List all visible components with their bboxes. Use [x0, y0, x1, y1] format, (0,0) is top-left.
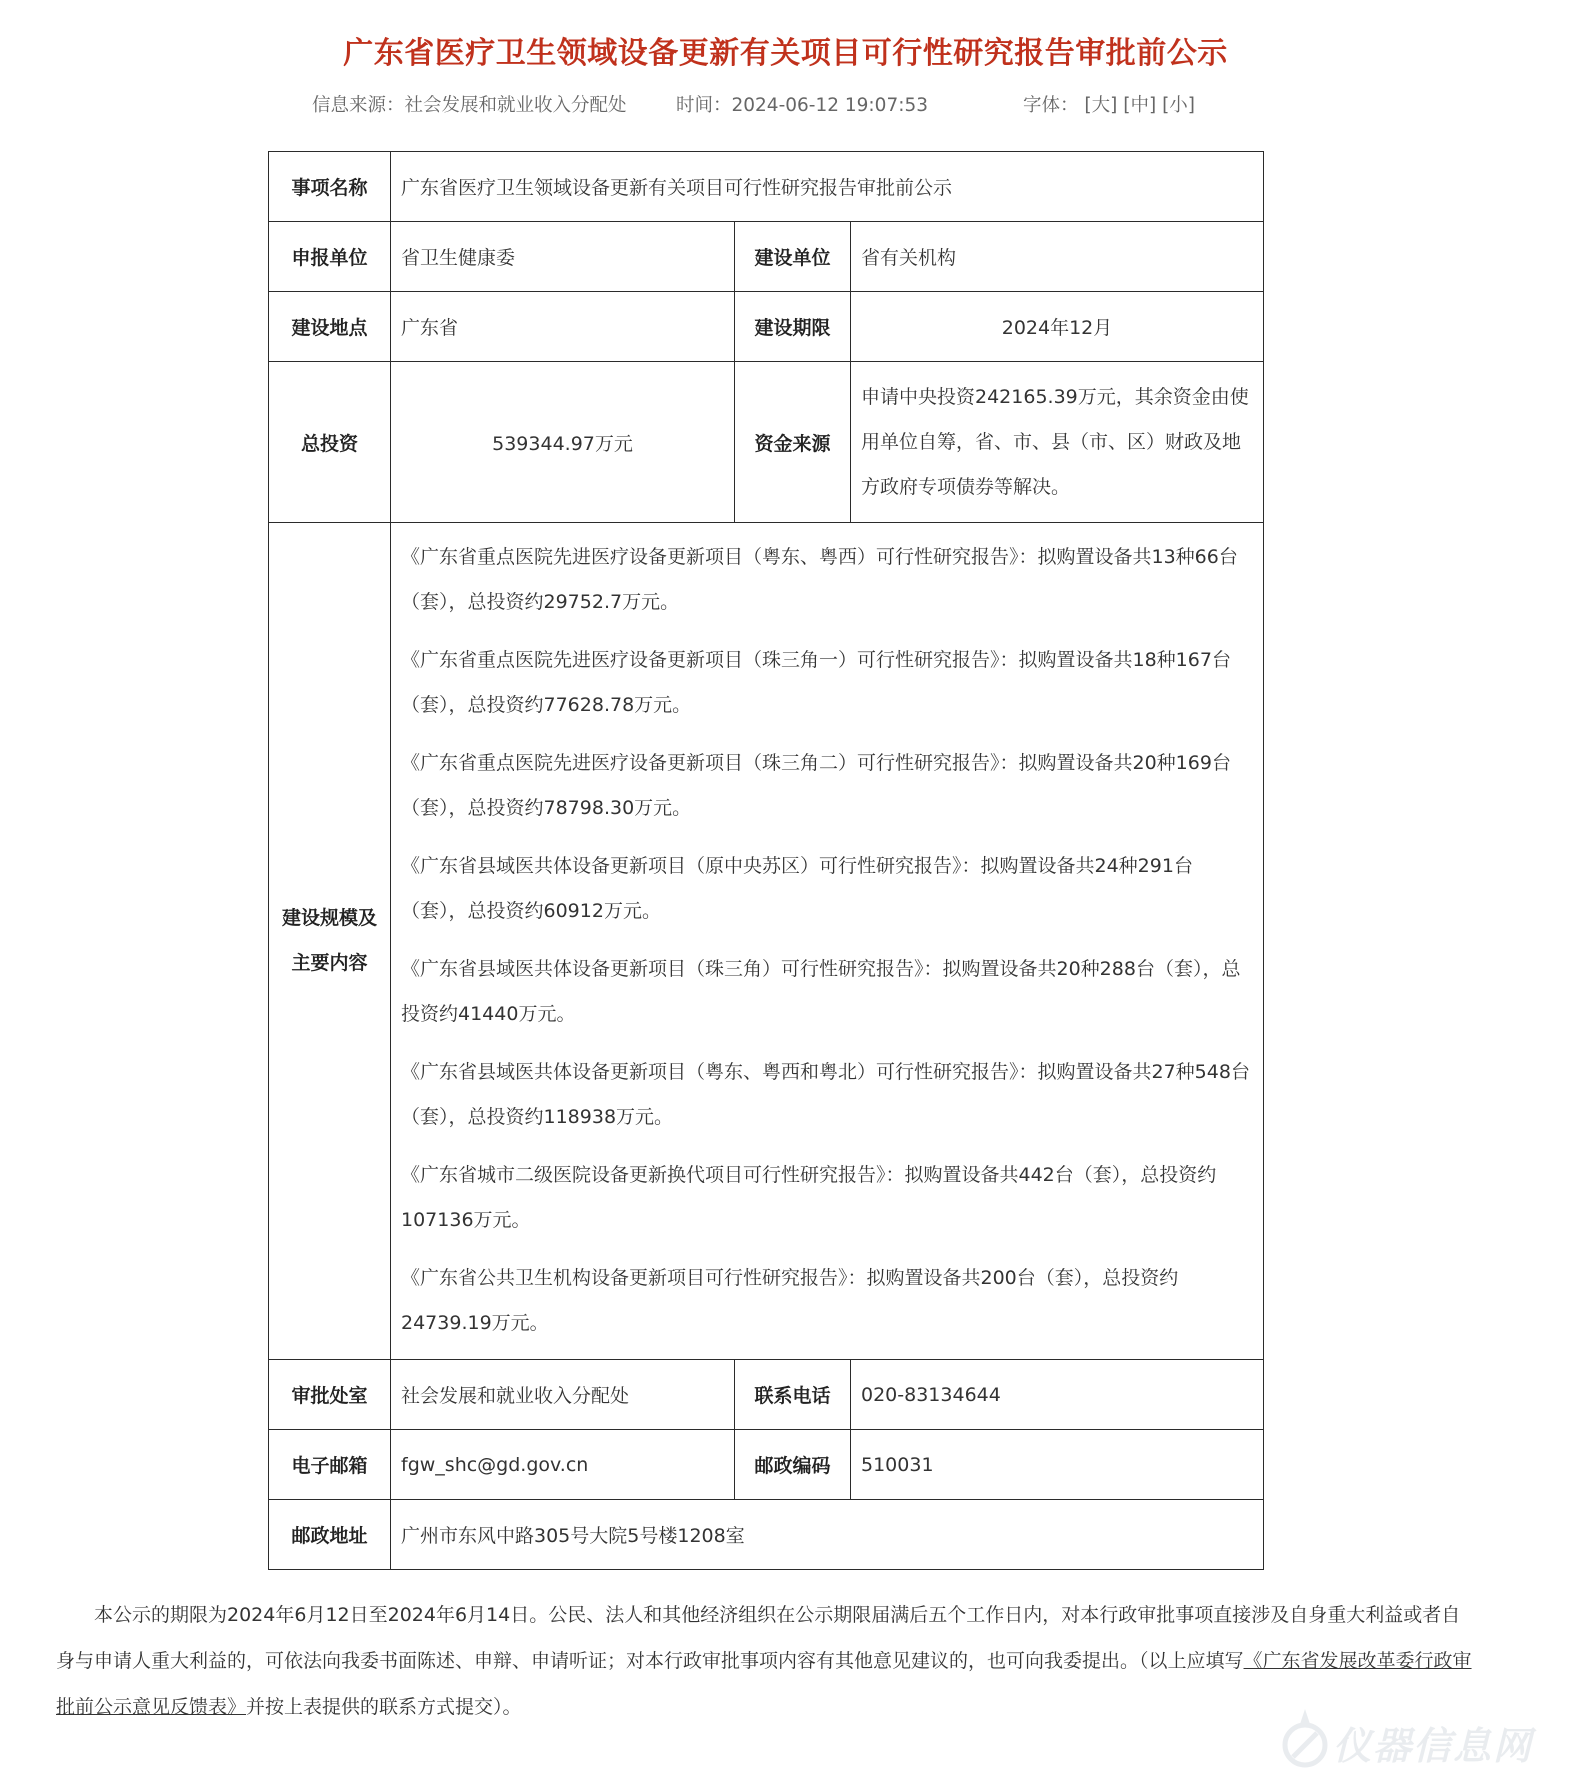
phone-value: 020-83134644 — [851, 1360, 1264, 1430]
list-item: 《广东省县域医共体设备更新项目（原中央苏区）可行性研究报告》：拟购置设备共24种291台（套），总投资约60912万元。 — [401, 855, 1193, 922]
email-value: fgw_shc@gd.gov.cn — [391, 1430, 735, 1500]
publish-time: 时间：2024-06-12 19:07:53 — [676, 95, 928, 116]
postcode-value: 510031 — [851, 1430, 1264, 1500]
project-info-table — [268, 151, 1264, 1570]
table-row — [269, 1430, 1264, 1500]
watermark-logo-icon — [1275, 1705, 1335, 1775]
page-title: 广东省医疗卫生领域设备更新有关项目可行性研究报告审批前公示 — [343, 36, 1228, 71]
location-value: 广东省 — [391, 292, 735, 362]
font-size-switcher — [1023, 91, 1195, 117]
table-row — [269, 152, 1264, 222]
list-item: 《广东省重点医院先进医疗设备更新项目（珠三角一）可行性研究报告》：拟购置设备共18种167台（套），总投资约77628.78万元。 — [401, 649, 1231, 716]
location-label: 建设地点 — [269, 292, 391, 362]
font-size-large-button[interactable]: [大] — [1084, 95, 1118, 116]
office-value: 社会发展和就业收入分配处 — [391, 1360, 735, 1430]
list-item: 《广东省公共卫生机构设备更新项目可行性研究报告》：拟购置设备共200台（套），总投资约24739.19万元。 — [401, 1267, 1179, 1334]
table-row — [269, 362, 1264, 523]
phone-label: 联系电话 — [735, 1360, 851, 1430]
applicant-value: 省卫生健康委 — [391, 222, 735, 292]
builder-label: 建设单位 — [735, 222, 851, 292]
investment-label: 总投资 — [269, 362, 391, 523]
investment-value: 539344.97万元 — [391, 362, 735, 523]
notice-paragraph — [56, 1592, 1476, 1730]
address-label: 邮政地址 — [269, 1500, 391, 1570]
list-item: 《广东省县域医共体设备更新项目（粤东、粤西和粤北）可行性研究报告》：拟购置设备共27种548台（套），总投资约118938万元。 — [401, 1061, 1250, 1128]
scale-content — [391, 523, 1264, 1360]
builder-value: 省有关机构 — [851, 222, 1264, 292]
feedback-form-link[interactable]: 《广东省发展改革委行政审批前公示意见反馈表》 — [56, 1650, 1472, 1718]
table-row — [269, 523, 1264, 1360]
fund-source-label: 资金来源 — [735, 362, 851, 523]
watermark-text: 仪器信息网 — [1333, 1724, 1534, 1768]
watermark — [1275, 1705, 1565, 1775]
list-item: 《广东省城市二级医院设备更新换代项目可行性研究报告》：拟购置设备共442台（套），总投资约107136万元。 — [401, 1164, 1217, 1231]
office-label: 审批处室 — [269, 1360, 391, 1430]
font-size-label: 字体： — [1023, 95, 1079, 116]
scale-label-line2: 主要内容 — [291, 952, 368, 974]
scale-label-line1: 建设规模及 — [281, 907, 377, 929]
font-size-medium-button[interactable]: [中] — [1123, 95, 1157, 116]
table-row — [269, 1500, 1264, 1570]
article-meta — [0, 91, 1571, 119]
item-name-value: 广东省医疗卫生领域设备更新有关项目可行性研究报告审批前公示 — [391, 152, 1264, 222]
info-source: 信息来源：社会发展和就业收入分配处 — [312, 95, 627, 116]
email-label: 电子邮箱 — [269, 1430, 391, 1500]
list-item: 《广东省县域医共体设备更新项目（珠三角）可行性研究报告》：拟购置设备共20种288台（套），总投资约41440万元。 — [401, 958, 1241, 1025]
scale-label — [269, 523, 391, 1360]
postcode-label: 邮政编码 — [735, 1430, 851, 1500]
table-row — [269, 222, 1264, 292]
fund-source-value: 申请中央投资242165.39万元，其余资金由使用单位自筹，省、市、县（市、区）财政及地方政府专项债券等解决。 — [851, 362, 1264, 523]
applicant-label: 申报单位 — [269, 222, 391, 292]
table-row — [269, 1360, 1264, 1430]
address-value: 广州市东风中路305号大院5号楼1208室 — [391, 1500, 1264, 1570]
item-name-label: 事项名称 — [269, 152, 391, 222]
period-value: 2024年12月 — [851, 292, 1264, 362]
notice-text-end: 并按上表提供的联系方式提交）。 — [246, 1696, 522, 1718]
table-row — [269, 292, 1264, 362]
font-size-small-button[interactable]: [小] — [1162, 95, 1195, 116]
list-item: 《广东省重点医院先进医疗设备更新项目（粤东、粤西）可行性研究报告》：拟购置设备共13种66台（套），总投资约29752.7万元。 — [401, 546, 1238, 613]
notice-text: 本公示的期限为2024年6月12日至2024年6月14日。公民、法人和其他经济组织在公示期限届满后五个工作日内，对本行政审批事项直接涉及自身重大利益或者自身与申请人重大利益的，可依法向我委书面陈述、申辩、申请听证；对本行政审批事项内容有其他意见建议的，也可向我委提出。（以上应填写 — [56, 1604, 1461, 1672]
period-label: 建设期限 — [735, 292, 851, 362]
list-item: 《广东省重点医院先进医疗设备更新项目（珠三角二）可行性研究报告》：拟购置设备共20种169台（套），总投资约78798.30万元。 — [401, 752, 1231, 819]
